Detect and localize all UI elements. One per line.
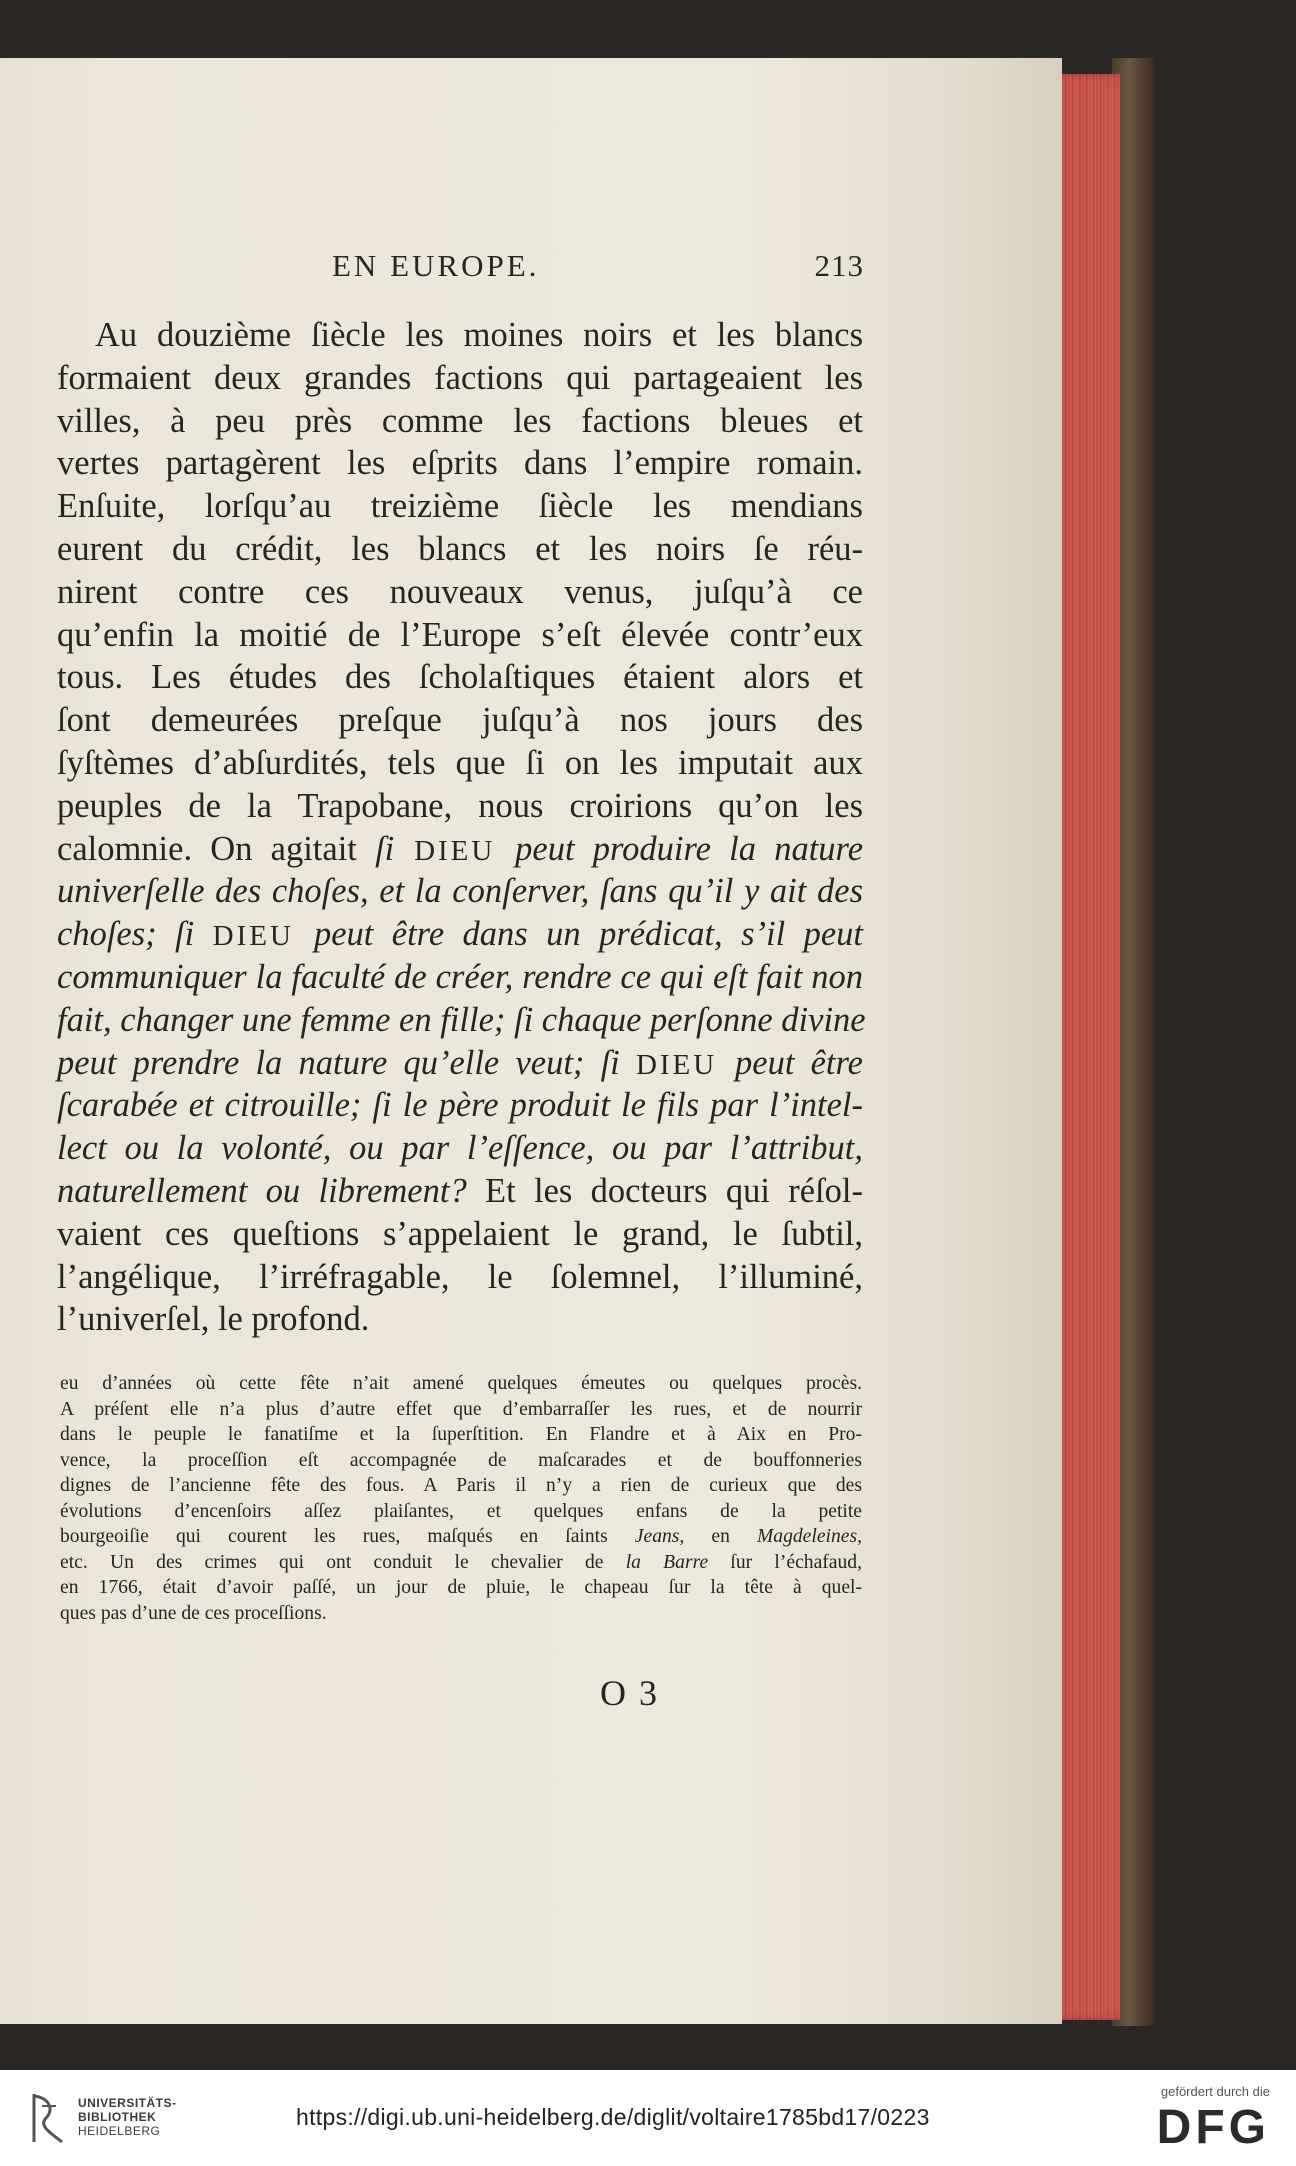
footnote-line-segment: dans le peuple le fanatiſme et la ſuperſtition. En Flandre et à Aix en Pro-: [60, 1424, 862, 1445]
body-line: [57, 485, 863, 528]
running-head-title: EN EUROPE.: [332, 248, 540, 283]
body-line: [57, 314, 863, 357]
footnote-line-segment: etc. Un des crimes qui ont conduit le chevalier de: [60, 1551, 626, 1573]
body-line-segment: univerſelle des choſes, et la conſerver, ſans qu’il y ait des: [57, 872, 863, 911]
body-line-segment: nirent contre ces nouveaux venus, juſqu’à ce: [57, 572, 863, 611]
footnote-line: [60, 1601, 862, 1627]
body-line: [57, 614, 863, 657]
footnote-line: [60, 1397, 862, 1423]
body-line-segment: formaient deux grandes factions qui partageaient les: [57, 358, 863, 397]
body-line-segment: calomnie. On agitait: [57, 829, 376, 868]
body-line-segment: ſcarabée et citrouille; ſi le père produit le fils par l’intel-: [57, 1086, 863, 1125]
body-line-segment: DIEU: [212, 920, 314, 953]
footnote-line-segment: bourgeoiſie qui courent les rues, maſqués en ſaints: [60, 1526, 635, 1547]
body-text: [57, 314, 866, 1341]
dfg-logo: DFG: [1156, 2101, 1270, 2154]
body-line-segment: naturellement ou librement?: [57, 1171, 486, 1210]
footnote-line: [60, 1499, 862, 1525]
viewer-footer: [0, 2070, 1296, 2166]
body-line: [57, 357, 863, 400]
footnote-line: [60, 1550, 862, 1576]
footnote-line-segment: en 1766, était d’avoir paſſé, un jour de pluie, le chapeau ſur la tête à quel-: [60, 1577, 862, 1598]
body-line: [57, 999, 866, 1042]
footnote-line: [60, 1524, 862, 1550]
footnote-line: [60, 1422, 862, 1448]
body-line: [57, 1127, 863, 1170]
body-line: [57, 956, 863, 999]
body-line-segment: peut prendre la nature qu’elle veut; ſi: [57, 1043, 636, 1082]
signature-mark: O 3: [600, 1673, 659, 1713]
footnote-line-segment: Jeans: [634, 1526, 680, 1547]
running-head: [60, 248, 864, 288]
body-line-segment: Et les docteurs qui réſol-: [485, 1171, 864, 1210]
university-logo-text: UNIVERSITÄTS- BIBLIOTHEK HEIDELBERG: [78, 2096, 177, 2138]
body-line-segment: ſyſtèmes d’abſurdités, tels que ſi on les imputait aux: [57, 743, 863, 782]
body-line-segment: vertes partagèrent les eſprits dans l’empire romain.: [57, 444, 863, 483]
body-line: [57, 913, 863, 956]
body-line-segment: ſi: [375, 829, 395, 868]
footnote-line-segment: ſur l’échafaud,: [708, 1551, 862, 1573]
body-line: [57, 1298, 863, 1341]
footnote-line-segment: la Barre: [625, 1551, 709, 1573]
body-line-segment: lect ou la volonté, ou par l’eſſence, ou par l’attribut,: [57, 1129, 863, 1168]
body-line-segment: l’angélique, l’irréfragable, le ſolemnel, l’illuminé,: [57, 1257, 863, 1296]
footnote: [60, 1371, 862, 1626]
body-line-segment: tous. Les études des ſcholaſtiques étaient alors et: [57, 658, 863, 697]
footnote-line-segment: , en: [679, 1526, 757, 1547]
body-line: [57, 400, 863, 443]
body-line-segment: eurent du crédit, les blancs et les noirs ſe réu-: [57, 529, 863, 568]
body-line-segment: villes, à peu près comme les factions bleues et: [57, 401, 863, 440]
body-line: [57, 656, 863, 699]
footnote-line-segment: ques pas d’une de ces proceſſions.: [60, 1602, 327, 1624]
body-line-segment: peuples de la Trapobane, nous croirions qu’on les: [57, 786, 863, 825]
body-line: [57, 828, 863, 871]
footnote-line-segment: eu d’années où cette fête n’ait amené quelques émeutes ou quelques procès.: [60, 1373, 862, 1394]
university-logo-icon: [28, 2088, 68, 2148]
body-line-segment: choſes; ſi: [57, 915, 213, 954]
footnote-line-segment: dignes de l’ancienne fête des fous. A Paris il n’y a rien de curieux que des: [60, 1475, 862, 1496]
permalink-url[interactable]: https://digi.ub.uni-heidelberg.de/diglit/voltaire1785bd17/0223: [296, 2104, 930, 2130]
page-number: 213: [814, 248, 864, 283]
body-line-segment: communiquer la faculté de créer, rendre ce qui eſt fait non: [57, 957, 863, 996]
red-fore-edge: [1054, 74, 1120, 2020]
body-line: [57, 1256, 863, 1299]
body-line-segment: peut produire la nature: [515, 829, 864, 868]
body-line: [57, 742, 863, 785]
body-line-segment: Enſuite, lorſqu’au treizième ſiècle les mendians: [57, 487, 863, 526]
body-line: [57, 699, 863, 742]
body-line: [57, 785, 863, 828]
body-line: [57, 1170, 863, 1213]
footnote-line: [60, 1575, 862, 1601]
body-line-segment: fait, changer une femme en fille; ſi chaque perſonne divine: [57, 1000, 866, 1039]
footnote-line-segment: vence, la proceſſion eſt accompagnée de maſcarades et de bouffonneries: [60, 1449, 862, 1471]
footnote-line: [60, 1473, 862, 1499]
body-line: [57, 571, 863, 614]
body-line: [57, 442, 863, 485]
body-line-segment: ſont demeurées preſque juſqu’à nos jours des: [57, 701, 863, 740]
body-line: [57, 1084, 863, 1127]
body-line: [57, 1213, 863, 1256]
footnote-line-segment: Magdeleines: [756, 1526, 858, 1547]
body-line-segment: qu’enfin la moitié de l’Europe s’eſt élevée contr’eux: [57, 615, 863, 654]
body-line: [57, 528, 863, 571]
footnote-line: [60, 1371, 862, 1397]
footnote-line-segment: ,: [857, 1526, 862, 1547]
body-line-segment: DIEU: [394, 834, 516, 867]
body-line-segment: vaient ces queſtions s’appelaient le grand, le ſubtil,: [57, 1214, 863, 1253]
body-line-segment: l’univerſel, le profond.: [57, 1300, 370, 1339]
body-line-segment: peut être: [735, 1043, 863, 1082]
body-line-segment: peut être dans un prédicat, s’il peut: [313, 915, 863, 954]
footnote-line-segment: A préſent elle n’a plus d’autre effet que d’embarraſſer les rues, et de nourrir: [60, 1398, 862, 1420]
body-line: [57, 1042, 863, 1085]
body-line-segment: DIEU: [635, 1048, 736, 1081]
body-line: [57, 870, 863, 913]
sponsor-label: gefördert durch die: [1160, 2084, 1270, 2099]
body-line-segment: Au douzième ſiècle les moines noirs et les blancs: [95, 316, 863, 354]
footnote-line: [60, 1448, 862, 1474]
footnote-line-segment: évolutions d’encenſoirs aſſez plaiſantes, et quelques enfans de la petite: [60, 1500, 862, 1522]
